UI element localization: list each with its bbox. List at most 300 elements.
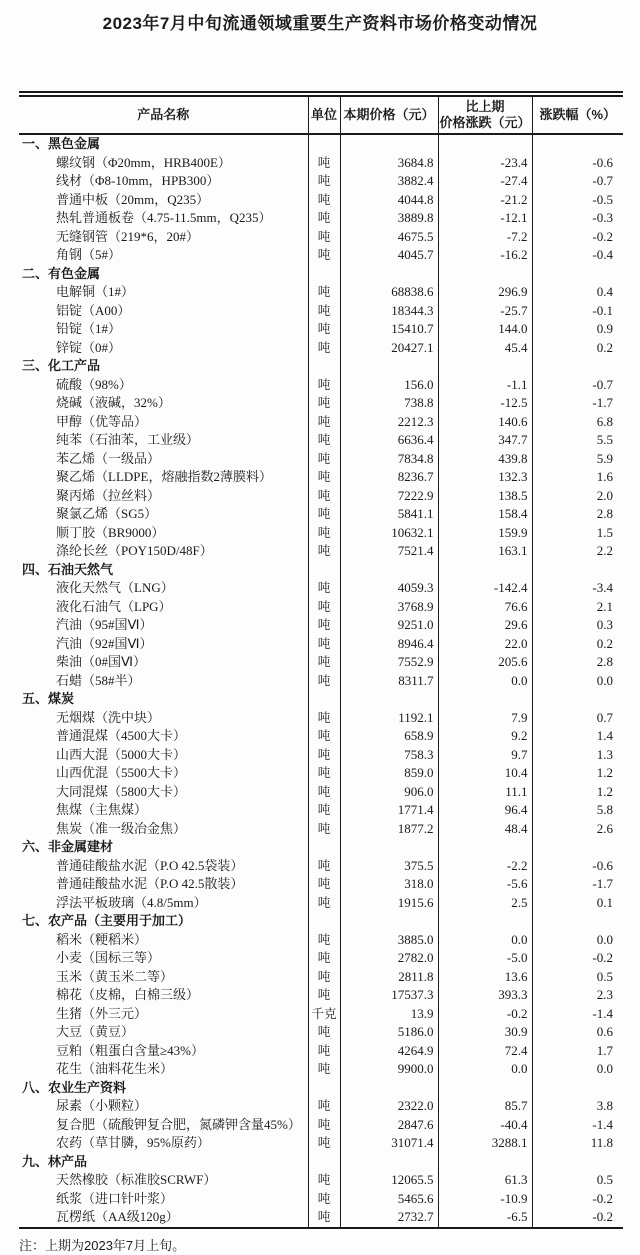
product-price-cell: 2847.6 bbox=[340, 1116, 438, 1135]
empty-unit-cell bbox=[308, 265, 340, 284]
product-price-cell: 7222.9 bbox=[340, 487, 438, 506]
section-title-cell: 二、有色金属 bbox=[19, 265, 308, 284]
product-price-cell: 3882.4 bbox=[340, 172, 438, 191]
product-pct-cell: -0.6 bbox=[592, 154, 613, 170]
product-unit-cell: 吨 bbox=[308, 394, 340, 413]
product-unit-cell: 吨 bbox=[308, 505, 340, 524]
product-name-cell: 热轧普通板卷（4.75-11.5mm，Q235） bbox=[19, 209, 308, 228]
product-pct-cell: 0.7 bbox=[596, 709, 613, 725]
product-price-cell: 12065.5 bbox=[340, 1171, 438, 1190]
product-name-cell: 山西优混（5500大卡） bbox=[19, 764, 308, 783]
product-unit-cell: 吨 bbox=[308, 783, 340, 802]
product-name-cell: 大同混煤（5800大卡） bbox=[19, 783, 308, 802]
product-pct-cell: 0.5 bbox=[596, 1172, 613, 1187]
product-name-cell: 石蜡（58#半） bbox=[19, 672, 308, 691]
product-price-cell: 3889.8 bbox=[340, 209, 438, 228]
product-change-cell: 159.9 bbox=[438, 524, 532, 543]
product-pct-cell: 1.3 bbox=[596, 746, 613, 762]
product-change-cell: 29.6 bbox=[438, 616, 532, 635]
empty-change-cell bbox=[438, 561, 532, 580]
product-pct-cell: 2.6 bbox=[596, 820, 613, 836]
product-unit-cell: 千克 bbox=[308, 1005, 340, 1024]
product-row bbox=[19, 616, 623, 635]
header-current-price: 本期价格（元） bbox=[340, 94, 438, 134]
empty-unit-cell bbox=[308, 690, 340, 709]
section-row bbox=[19, 357, 623, 376]
product-change-cell: 144.0 bbox=[438, 320, 532, 339]
product-row bbox=[19, 783, 623, 802]
product-unit-cell: 吨 bbox=[308, 653, 340, 672]
product-row bbox=[19, 1023, 623, 1042]
product-change-cell: -2.2 bbox=[438, 857, 532, 876]
product-price-cell: 1192.1 bbox=[340, 709, 438, 728]
product-row bbox=[19, 746, 623, 765]
product-change-cell: 205.6 bbox=[438, 653, 532, 672]
product-unit-cell: 吨 bbox=[308, 1023, 340, 1042]
product-name-cell: 柴油（0#国Ⅵ） bbox=[19, 653, 308, 672]
header-unit: 单位 bbox=[308, 94, 340, 134]
empty-change-cell bbox=[438, 357, 532, 376]
product-row bbox=[19, 172, 623, 191]
product-pct-cell: 5.8 bbox=[596, 802, 613, 817]
product-name-cell: 角钢（5#） bbox=[19, 246, 308, 265]
product-row bbox=[19, 468, 623, 487]
product-price-cell: 658.9 bbox=[340, 727, 438, 746]
product-pct-cell: -0.3 bbox=[592, 210, 613, 225]
product-price-cell: 4044.8 bbox=[340, 191, 438, 210]
section-row bbox=[19, 690, 623, 709]
product-unit-cell: 吨 bbox=[308, 616, 340, 635]
section-row bbox=[19, 265, 623, 284]
empty-change-cell bbox=[438, 1153, 532, 1172]
product-change-cell: 0.0 bbox=[438, 672, 532, 691]
empty-price-cell bbox=[340, 265, 438, 284]
product-price-cell: 20427.1 bbox=[340, 339, 438, 358]
product-unit-cell: 吨 bbox=[308, 672, 340, 691]
product-price-cell: 156.0 bbox=[340, 376, 438, 395]
product-pct-cell: 0.5 bbox=[596, 968, 613, 984]
product-pct-cell: 0.2 bbox=[596, 635, 613, 651]
product-row bbox=[19, 1060, 623, 1079]
product-unit-cell: 吨 bbox=[308, 598, 340, 617]
empty-price-cell bbox=[340, 134, 438, 154]
product-unit-cell: 吨 bbox=[308, 968, 340, 987]
product-name-cell: 烧碱（液碱，32%） bbox=[19, 394, 308, 413]
product-name-cell: 液化天然气（LNG） bbox=[19, 579, 308, 598]
product-pct-cell: 0.0 bbox=[596, 1061, 613, 1076]
product-row bbox=[19, 598, 623, 617]
section-row bbox=[19, 134, 623, 154]
product-row bbox=[19, 394, 623, 413]
product-unit-cell: 吨 bbox=[308, 1171, 340, 1190]
empty-unit-cell bbox=[308, 912, 340, 931]
product-change-cell: -142.4 bbox=[438, 579, 532, 598]
product-pct-cell: 0.0 bbox=[596, 672, 613, 688]
product-price-cell: 3768.9 bbox=[340, 598, 438, 617]
product-change-cell: 138.5 bbox=[438, 487, 532, 506]
product-change-cell: 132.3 bbox=[438, 468, 532, 487]
product-name-cell: 聚丙烯（拉丝料） bbox=[19, 487, 308, 506]
section-row bbox=[19, 1153, 623, 1172]
product-unit-cell: 吨 bbox=[308, 209, 340, 228]
product-pct-cell: -1.7 bbox=[592, 876, 613, 891]
product-name-cell: 汽油（92#国Ⅵ） bbox=[19, 635, 308, 654]
product-pct-cell: 1.5 bbox=[596, 524, 613, 540]
product-row bbox=[19, 764, 623, 783]
product-price-cell: 4264.9 bbox=[340, 1042, 438, 1061]
product-name-cell: 铅锭（1#） bbox=[19, 320, 308, 339]
empty-pct-cell bbox=[532, 838, 623, 857]
section-title-cell: 九、林产品 bbox=[19, 1153, 308, 1172]
product-price-cell: 318.0 bbox=[340, 875, 438, 894]
product-price-cell: 31071.4 bbox=[340, 1134, 438, 1153]
product-price-cell: 9900.0 bbox=[340, 1060, 438, 1079]
product-change-cell: 296.9 bbox=[438, 283, 532, 302]
product-row bbox=[19, 283, 623, 302]
empty-change-cell bbox=[438, 134, 532, 154]
product-pct-cell: 1.2 bbox=[596, 783, 613, 799]
section-title-cell: 一、黑色金属 bbox=[19, 134, 308, 154]
product-price-cell: 1877.2 bbox=[340, 820, 438, 839]
product-name-cell: 顺丁胶（BR9000） bbox=[19, 524, 308, 543]
product-name-cell: 铝锭（A00） bbox=[19, 302, 308, 321]
product-change-cell: -0.2 bbox=[438, 1005, 532, 1024]
product-pct-cell: 2.1 bbox=[596, 598, 613, 614]
empty-price-cell bbox=[340, 690, 438, 709]
product-price-cell: 68838.6 bbox=[340, 283, 438, 302]
empty-pct-cell bbox=[532, 134, 623, 154]
product-change-cell: -40.4 bbox=[438, 1116, 532, 1135]
product-row bbox=[19, 524, 623, 543]
product-name-cell: 纸浆（进口针叶浆） bbox=[19, 1190, 308, 1209]
product-name-cell: 焦炭（准一级冶金焦） bbox=[19, 820, 308, 839]
product-unit-cell: 吨 bbox=[308, 727, 340, 746]
product-name-cell: 稻米（粳稻米） bbox=[19, 931, 308, 950]
product-unit-cell: 吨 bbox=[308, 246, 340, 265]
empty-price-cell bbox=[340, 1079, 438, 1098]
table-header bbox=[19, 94, 623, 134]
product-row bbox=[19, 727, 623, 746]
empty-change-cell bbox=[438, 265, 532, 284]
product-name-cell: 山西大混（5000大卡） bbox=[19, 746, 308, 765]
product-name-cell: 螺纹钢（Φ20mm，HRB400E） bbox=[19, 154, 308, 173]
header-price-change bbox=[438, 94, 532, 134]
product-row bbox=[19, 875, 623, 894]
product-price-cell: 375.5 bbox=[340, 857, 438, 876]
product-change-cell: 347.7 bbox=[438, 431, 532, 450]
product-change-cell: -23.4 bbox=[438, 154, 532, 173]
product-change-cell: -7.2 bbox=[438, 228, 532, 247]
product-price-cell: 10632.1 bbox=[340, 524, 438, 543]
product-change-cell: 30.9 bbox=[438, 1023, 532, 1042]
product-change-cell: -21.2 bbox=[438, 191, 532, 210]
product-pct-cell: 0.1 bbox=[596, 894, 613, 910]
section-title-cell: 八、农业生产资料 bbox=[19, 1079, 308, 1098]
section-row bbox=[19, 561, 623, 580]
product-unit-cell: 吨 bbox=[308, 172, 340, 191]
product-name-cell: 豆粕（粗蛋白含量≥43%） bbox=[19, 1042, 308, 1061]
section-row bbox=[19, 912, 623, 931]
product-pct-cell: -0.6 bbox=[592, 857, 613, 873]
product-row bbox=[19, 246, 623, 265]
product-price-cell: 2322.0 bbox=[340, 1097, 438, 1116]
product-pct-cell: -0.2 bbox=[592, 1190, 613, 1206]
product-unit-cell: 吨 bbox=[308, 635, 340, 654]
product-row bbox=[19, 801, 623, 820]
product-name-cell: 普通中板（20mm，Q235） bbox=[19, 191, 308, 210]
product-change-cell: 48.4 bbox=[438, 820, 532, 839]
empty-change-cell bbox=[438, 912, 532, 931]
empty-pct-cell bbox=[532, 690, 623, 709]
product-unit-cell: 吨 bbox=[308, 746, 340, 765]
product-unit-cell: 吨 bbox=[308, 1208, 340, 1228]
empty-pct-cell bbox=[532, 561, 623, 580]
product-unit-cell: 吨 bbox=[308, 413, 340, 432]
product-name-cell: 天然橡胶（标准胶SCRWF） bbox=[19, 1171, 308, 1190]
product-row bbox=[19, 653, 623, 672]
product-change-cell: -5.6 bbox=[438, 875, 532, 894]
product-name-cell: 玉米（黄玉米二等） bbox=[19, 968, 308, 987]
product-row bbox=[19, 542, 623, 561]
product-name-cell: 苯乙烯（一级品） bbox=[19, 450, 308, 469]
product-name-cell: 液化石油气（LPG） bbox=[19, 598, 308, 617]
product-name-cell: 普通硅酸盐水泥（P.O 42.5袋装） bbox=[19, 857, 308, 876]
product-price-cell: 8236.7 bbox=[340, 468, 438, 487]
product-change-cell: -16.2 bbox=[438, 246, 532, 265]
product-change-cell: -25.7 bbox=[438, 302, 532, 321]
section-row bbox=[19, 1079, 623, 1098]
product-pct-cell: -0.4 bbox=[592, 247, 613, 262]
product-pct-cell: -1.7 bbox=[592, 395, 613, 410]
product-pct-cell: 1.6 bbox=[596, 469, 613, 484]
product-row bbox=[19, 302, 623, 321]
product-price-cell: 5465.6 bbox=[340, 1190, 438, 1209]
product-change-cell: 13.6 bbox=[438, 968, 532, 987]
product-change-cell: 3288.1 bbox=[438, 1134, 532, 1153]
product-unit-cell: 吨 bbox=[308, 857, 340, 876]
product-price-cell: 8311.7 bbox=[340, 672, 438, 691]
product-price-cell: 4675.5 bbox=[340, 228, 438, 247]
product-price-cell: 738.8 bbox=[340, 394, 438, 413]
product-name-cell: 甲醇（优等品） bbox=[19, 413, 308, 432]
product-name-cell: 瓦楞纸（AA级120g） bbox=[19, 1208, 308, 1228]
product-price-cell: 5841.1 bbox=[340, 505, 438, 524]
product-unit-cell: 吨 bbox=[308, 376, 340, 395]
product-unit-cell: 吨 bbox=[308, 1134, 340, 1153]
product-row bbox=[19, 1097, 623, 1116]
product-row bbox=[19, 209, 623, 228]
product-change-cell: 96.4 bbox=[438, 801, 532, 820]
empty-pct-cell bbox=[532, 912, 623, 931]
product-price-cell: 9251.0 bbox=[340, 616, 438, 635]
product-price-cell: 3885.0 bbox=[340, 931, 438, 950]
product-row bbox=[19, 1116, 623, 1135]
product-pct-cell: -0.7 bbox=[592, 376, 613, 392]
product-name-cell: 复合肥（硫酸钾复合肥，氮磷钾含量45%） bbox=[19, 1116, 308, 1135]
product-change-cell: -5.0 bbox=[438, 949, 532, 968]
product-name-cell: 锌锭（0#） bbox=[19, 339, 308, 358]
product-pct-cell: -0.5 bbox=[592, 191, 613, 207]
empty-price-cell bbox=[340, 838, 438, 857]
product-unit-cell: 吨 bbox=[308, 542, 340, 561]
product-pct-cell: 11.8 bbox=[590, 1135, 613, 1150]
product-unit-cell: 吨 bbox=[308, 801, 340, 820]
product-pct-cell: 6.8 bbox=[596, 413, 613, 429]
section-title-cell: 四、石油天然气 bbox=[19, 561, 308, 580]
product-unit-cell: 吨 bbox=[308, 875, 340, 894]
product-change-cell: 0.0 bbox=[438, 1060, 532, 1079]
product-row bbox=[19, 431, 623, 450]
product-row bbox=[19, 1005, 623, 1024]
product-change-cell: 140.6 bbox=[438, 413, 532, 432]
product-change-cell: -27.4 bbox=[438, 172, 532, 191]
product-unit-cell: 吨 bbox=[308, 1097, 340, 1116]
product-price-cell: 2811.8 bbox=[340, 968, 438, 987]
product-unit-cell: 吨 bbox=[308, 709, 340, 728]
product-row bbox=[19, 228, 623, 247]
product-change-cell: -6.5 bbox=[438, 1208, 532, 1228]
empty-unit-cell bbox=[308, 357, 340, 376]
product-change-cell: 61.3 bbox=[438, 1171, 532, 1190]
product-pct-cell: 5.9 bbox=[596, 450, 613, 466]
product-unit-cell: 吨 bbox=[308, 579, 340, 598]
price-table bbox=[19, 91, 623, 1229]
product-price-cell: 3684.8 bbox=[340, 154, 438, 173]
product-unit-cell: 吨 bbox=[308, 931, 340, 950]
product-name-cell: 尿素（小颗粒） bbox=[19, 1097, 308, 1116]
product-unit-cell: 吨 bbox=[308, 986, 340, 1005]
product-price-cell: 859.0 bbox=[340, 764, 438, 783]
product-price-cell: 2732.7 bbox=[340, 1208, 438, 1228]
product-price-cell: 7521.4 bbox=[340, 542, 438, 561]
product-unit-cell: 吨 bbox=[308, 154, 340, 173]
product-pct-cell: -0.2 bbox=[592, 228, 613, 244]
product-name-cell: 硫酸（98%） bbox=[19, 376, 308, 395]
product-name-cell: 花生（油料花生米） bbox=[19, 1060, 308, 1079]
product-name-cell: 普通硅酸盐水泥（P.O 42.5散装） bbox=[19, 875, 308, 894]
product-price-cell: 1915.6 bbox=[340, 894, 438, 913]
product-unit-cell: 吨 bbox=[308, 283, 340, 302]
section-row bbox=[19, 838, 623, 857]
product-price-cell: 4045.7 bbox=[340, 246, 438, 265]
product-pct-cell: 0.9 bbox=[596, 321, 613, 336]
product-unit-cell: 吨 bbox=[308, 1060, 340, 1079]
product-price-cell: 4059.3 bbox=[340, 579, 438, 598]
product-change-cell: 9.7 bbox=[438, 746, 532, 765]
product-pct-cell: -0.1 bbox=[592, 302, 613, 318]
product-name-cell: 电解铜（1#） bbox=[19, 283, 308, 302]
product-price-cell: 13.9 bbox=[340, 1005, 438, 1024]
product-name-cell: 普通混煤（4500大卡） bbox=[19, 727, 308, 746]
product-price-cell: 8946.4 bbox=[340, 635, 438, 654]
product-unit-cell: 吨 bbox=[308, 320, 340, 339]
product-pct-cell: 2.3 bbox=[596, 987, 613, 1002]
product-name-cell: 汽油（95#国Ⅵ） bbox=[19, 616, 308, 635]
product-pct-cell: -0.2 bbox=[592, 1209, 613, 1224]
empty-change-cell bbox=[438, 1079, 532, 1098]
product-change-cell: 72.4 bbox=[438, 1042, 532, 1061]
product-change-cell: 45.4 bbox=[438, 339, 532, 358]
empty-pct-cell bbox=[532, 265, 623, 284]
product-unit-cell: 吨 bbox=[308, 339, 340, 358]
product-price-cell: 2212.3 bbox=[340, 413, 438, 432]
product-change-cell: -12.5 bbox=[438, 394, 532, 413]
product-unit-cell: 吨 bbox=[308, 764, 340, 783]
product-row bbox=[19, 894, 623, 913]
product-pct-cell: -0.7 bbox=[592, 173, 613, 188]
section-title-cell: 五、煤炭 bbox=[19, 690, 308, 709]
product-row bbox=[19, 709, 623, 728]
product-unit-cell: 吨 bbox=[308, 524, 340, 543]
product-pct-cell: 0.4 bbox=[596, 284, 613, 299]
product-change-cell: 393.3 bbox=[438, 986, 532, 1005]
product-pct-cell: 0.6 bbox=[596, 1024, 613, 1039]
product-pct-cell: 0.0 bbox=[596, 931, 613, 947]
empty-change-cell bbox=[438, 690, 532, 709]
product-pct-cell: -3.4 bbox=[592, 580, 613, 595]
product-row bbox=[19, 1190, 623, 1209]
product-name-cell: 小麦（国标三等） bbox=[19, 949, 308, 968]
product-unit-cell: 吨 bbox=[308, 228, 340, 247]
product-row bbox=[19, 986, 623, 1005]
empty-price-cell bbox=[340, 357, 438, 376]
product-pct-cell: 3.8 bbox=[596, 1098, 613, 1113]
product-name-cell: 焦煤（主焦煤） bbox=[19, 801, 308, 820]
table-body bbox=[19, 134, 623, 1228]
empty-pct-cell bbox=[532, 1153, 623, 1172]
empty-price-cell bbox=[340, 561, 438, 580]
product-change-cell: -12.1 bbox=[438, 209, 532, 228]
product-price-cell: 2782.0 bbox=[340, 949, 438, 968]
product-pct-cell: 2.0 bbox=[596, 487, 613, 503]
product-row bbox=[19, 320, 623, 339]
product-change-cell: -1.1 bbox=[438, 376, 532, 395]
product-row bbox=[19, 413, 623, 432]
product-pct-cell: 1.4 bbox=[596, 728, 613, 743]
product-price-cell: 17537.3 bbox=[340, 986, 438, 1005]
product-name-cell: 聚乙烯（LLDPE，熔融指数2薄膜料） bbox=[19, 468, 308, 487]
product-row bbox=[19, 635, 623, 654]
product-change-cell: 9.2 bbox=[438, 727, 532, 746]
product-price-cell: 1771.4 bbox=[340, 801, 438, 820]
product-name-cell: 生猪（外三元） bbox=[19, 1005, 308, 1024]
product-row bbox=[19, 376, 623, 395]
empty-price-cell bbox=[340, 912, 438, 931]
empty-unit-cell bbox=[308, 134, 340, 154]
product-row bbox=[19, 487, 623, 506]
product-price-cell: 5186.0 bbox=[340, 1023, 438, 1042]
product-name-cell: 大豆（黄豆） bbox=[19, 1023, 308, 1042]
section-title-cell: 七、农产品（主要用于加工） bbox=[19, 912, 308, 931]
product-unit-cell: 吨 bbox=[308, 949, 340, 968]
product-change-cell: 76.6 bbox=[438, 598, 532, 617]
product-change-cell: 0.0 bbox=[438, 931, 532, 950]
product-name-cell: 线材（Φ8-10mm，HPB300） bbox=[19, 172, 308, 191]
product-unit-cell: 吨 bbox=[308, 468, 340, 487]
product-pct-cell: 5.5 bbox=[596, 432, 613, 447]
empty-unit-cell bbox=[308, 1079, 340, 1098]
header-price-change-line1: 比上期 bbox=[465, 98, 505, 114]
product-change-cell: -10.9 bbox=[438, 1190, 532, 1209]
product-change-cell: 10.4 bbox=[438, 764, 532, 783]
product-name-cell: 浮法平板玻璃（4.8/5mm） bbox=[19, 894, 308, 913]
footnote: 注：上期为2023年7月上旬。 bbox=[19, 1238, 186, 1253]
empty-change-cell bbox=[438, 838, 532, 857]
product-name-cell: 无烟煤（洗中块） bbox=[19, 709, 308, 728]
product-unit-cell: 吨 bbox=[308, 894, 340, 913]
product-row bbox=[19, 949, 623, 968]
product-price-cell: 7552.9 bbox=[340, 653, 438, 672]
